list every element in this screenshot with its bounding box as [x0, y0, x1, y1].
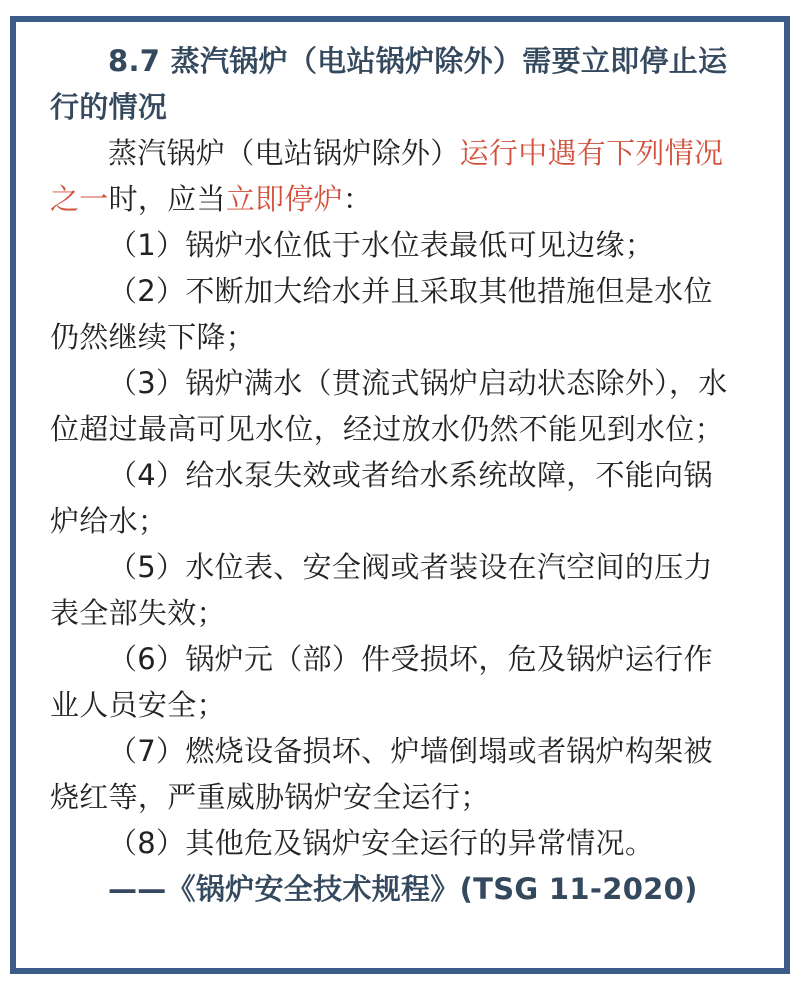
section-heading: 8.7 蒸汽锅炉（电站锅炉除外）需要立即停止运行的情况 — [50, 44, 728, 124]
list-item-2: （2）不断加大给水并且采取其他措施但是水位仍然继续下降； — [50, 274, 713, 354]
list-item-4: （4）给水泵失效或者给水系统故障，不能向锅炉给水； — [50, 458, 713, 538]
intro-text-1: 蒸汽锅炉（电站锅炉除外） — [108, 136, 460, 170]
intro-text-3: ： — [343, 182, 373, 216]
list-item-6: （6）锅炉元（部）件受损坏，危及锅炉运行作业人员安全； — [50, 642, 713, 722]
intro-highlight-2: 立即停炉 — [225, 182, 344, 216]
intro-highlight-1: 运行中遇有下列情况之一 — [50, 136, 724, 216]
document-content — [50, 38, 740, 912]
list-item-7: （7）燃烧设备损坏、炉墙倒塌或者锅炉构架被烧红等，严重威胁锅炉安全运行； — [50, 734, 713, 814]
list-item-1: （1）锅炉水位低于水位表最低可见边缘； — [108, 228, 655, 262]
source-citation: ——《锅炉安全技术规程》(TSG 11-2020) — [108, 872, 698, 906]
intro-paragraph — [50, 130, 740, 222]
list-item-3: （3）锅炉满水（贯流式锅炉启动状态除外），水位超过最高可见水位，经过放水仍然不能见到水位； — [50, 366, 728, 446]
intro-text-2: 时，应当 — [108, 182, 226, 216]
list-item-5: （5）水位表、安全阀或者装设在汽空间的压力表全部失效； — [50, 550, 713, 630]
list-item-8: （8）其他危及锅炉安全运行的异常情况。 — [108, 826, 655, 860]
